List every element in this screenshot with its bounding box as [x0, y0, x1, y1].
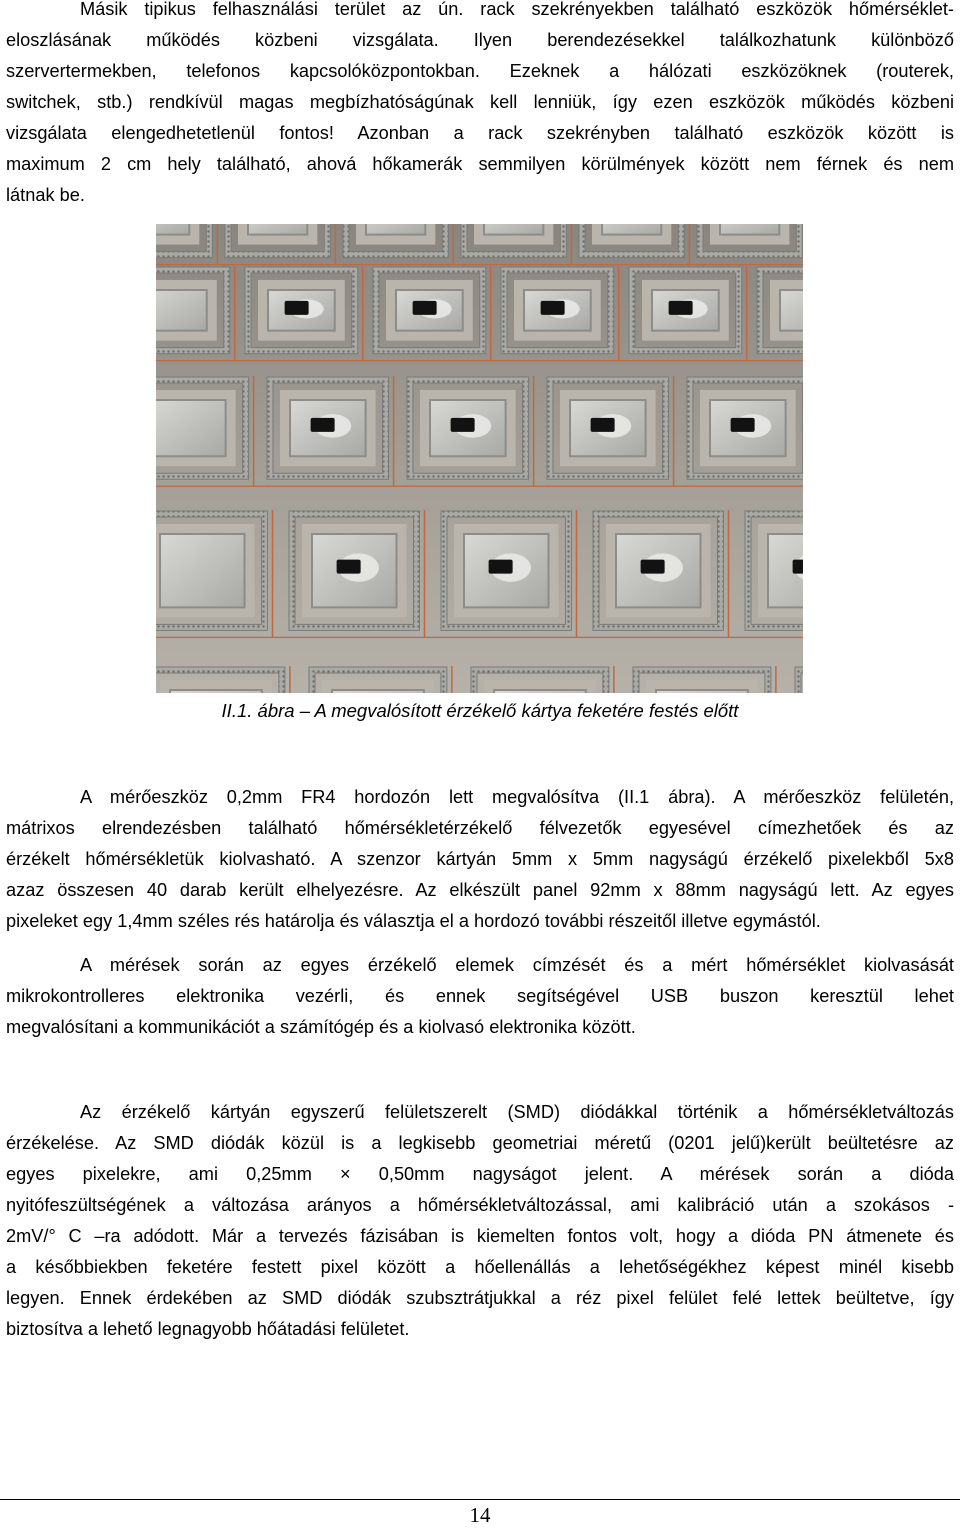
text-line: A mérőeszköz 0,2mm FR4 hordozón lett megvalósítva (II.1 ábra). A mérőeszköz felületén,	[80, 787, 954, 807]
sensor-board-photo	[156, 224, 803, 693]
smd-diode	[489, 560, 513, 574]
text-line: Az érzékelő kártyán egyszerű felületszerelt (SMD) diódákkal történik a hőmérsékletváltozás	[80, 1102, 954, 1122]
copper-pad	[366, 224, 425, 235]
text-line: mikrokontrolleres elektronika vezérli, és ennek segítségével USB buszon keresztül lehet	[6, 986, 954, 1006]
copper-pad	[656, 690, 748, 693]
paragraph-device-description	[6, 782, 954, 937]
text-line: A mérések során az egyes érzékelő elemek címzését és a mért hőmérséklet kiolvasását	[80, 955, 954, 975]
text-line: biztosítva a lehető legnagyobb hőátadási felületet.	[6, 1319, 410, 1339]
copper-pad	[494, 690, 586, 693]
paragraph-microcontroller	[6, 950, 954, 1043]
text-line: maximum 2 cm hely található, ahová hőkamerák semmilyen körülmények között nem férnek és nem	[6, 154, 954, 174]
text-line: nyitófeszültségének a változása arányos a hőmérsékletváltozással, ami kalibráció után a szokásos -	[6, 1195, 954, 1215]
copper-pad	[780, 290, 803, 331]
text-line: a későbbiekben feketére festett pixel között a hőellenállás a lehetőségékhez képest minél kisebb	[6, 1257, 954, 1277]
copper-pad	[332, 690, 424, 693]
text-line: eloszlásának működés közbeni vizsgálata. Ilyen berendezésekkel találkozhatunk különböző	[6, 30, 954, 50]
smd-diode	[541, 301, 565, 315]
text-line: pixeleket egy 1,4mm széles rés határolja és választja el a hordozó további részeitől illetve egymástól.	[6, 911, 821, 931]
figure-caption: II.1. ábra – A megvalósított érzékelő kártya feketére festés előtt	[221, 700, 739, 721]
footer-divider	[0, 1499, 960, 1500]
smd-diode	[311, 418, 335, 432]
copper-pad	[248, 224, 307, 235]
smd-diode	[337, 560, 361, 574]
copper-pad	[160, 534, 244, 607]
smd-diode	[451, 418, 475, 432]
paragraph-smd-diodes	[6, 1097, 954, 1345]
text-line: legyen. Ennek érdekében az SMD diódák szubsztrátjukkal a réz pixel felület felé lettek beültetve, így	[6, 1288, 954, 1308]
text-line: azaz összesen 40 darab került elhelyezésre. Az elkészült panel 92mm x 88mm nagyságú lett. Az egyes	[6, 880, 954, 900]
paragraph-rack-intro	[6, 0, 954, 211]
copper-pad	[484, 224, 543, 235]
text-line: megvalósítani a kommunikációt a számítógép és a kiolvasó elektronika között.	[6, 1017, 636, 1037]
text-line: érzékelt hőmérsékletük kiolvasható. A szenzor kártyán 5mm x 5mm nagyságú érzékelő pixelekből 5x8	[6, 849, 954, 869]
copper-pad	[720, 224, 779, 235]
smd-diode	[591, 418, 615, 432]
smd-diode	[641, 560, 665, 574]
text-line: egyes pixelekre, ami 0,25mm × 0,50mm nagyságot jelent. A mérések során a dióda	[6, 1164, 954, 1184]
text-line: szervertermekben, telefonos kapcsolóközpontokban. Ezeknek a hálózati eszközöknek (routerek,	[6, 61, 954, 81]
copper-pad	[602, 224, 661, 235]
text-line: látnak be.	[6, 185, 85, 205]
copper-pad	[156, 224, 189, 235]
smd-diode	[669, 301, 693, 315]
smd-diode	[285, 301, 309, 315]
smd-diode	[413, 301, 437, 315]
text-line: mátrixos elrendezésben található hőmérsékletérzékelő félvezetők egyesével címezhetőek és az	[6, 818, 954, 838]
copper-pad	[170, 690, 262, 693]
page-number: 14	[469, 1503, 491, 1527]
copper-pad	[156, 290, 207, 331]
copper-pad	[156, 400, 226, 456]
text-line: 2mV/° C –ra adódott. Már a tervezés fázisában is kiemelten fontos volt, hogy a dióda PN átmenete és	[6, 1226, 954, 1246]
smd-diode	[731, 418, 755, 432]
text-line: switchek, stb.) rendkívül magas megbízhatóságúnak kell lenniük, így ezen eszközök működés közbeni	[6, 92, 954, 112]
text-line: Másik tipikus felhasználási terület az ún. rack szekrényekben található eszközök hőmérséklet-	[80, 0, 954, 19]
sensor-board-illustration	[156, 224, 803, 693]
smd-diode	[793, 560, 803, 574]
text-line: érzékelése. Az SMD diódák közül is a legkisebb geometriai méretű (0201 jelű)került beültetésre az	[6, 1133, 954, 1153]
text-line: vizsgálata elengedhetetlenül fontos! Azonban a rack szekrényben található eszközök között is	[6, 123, 954, 143]
